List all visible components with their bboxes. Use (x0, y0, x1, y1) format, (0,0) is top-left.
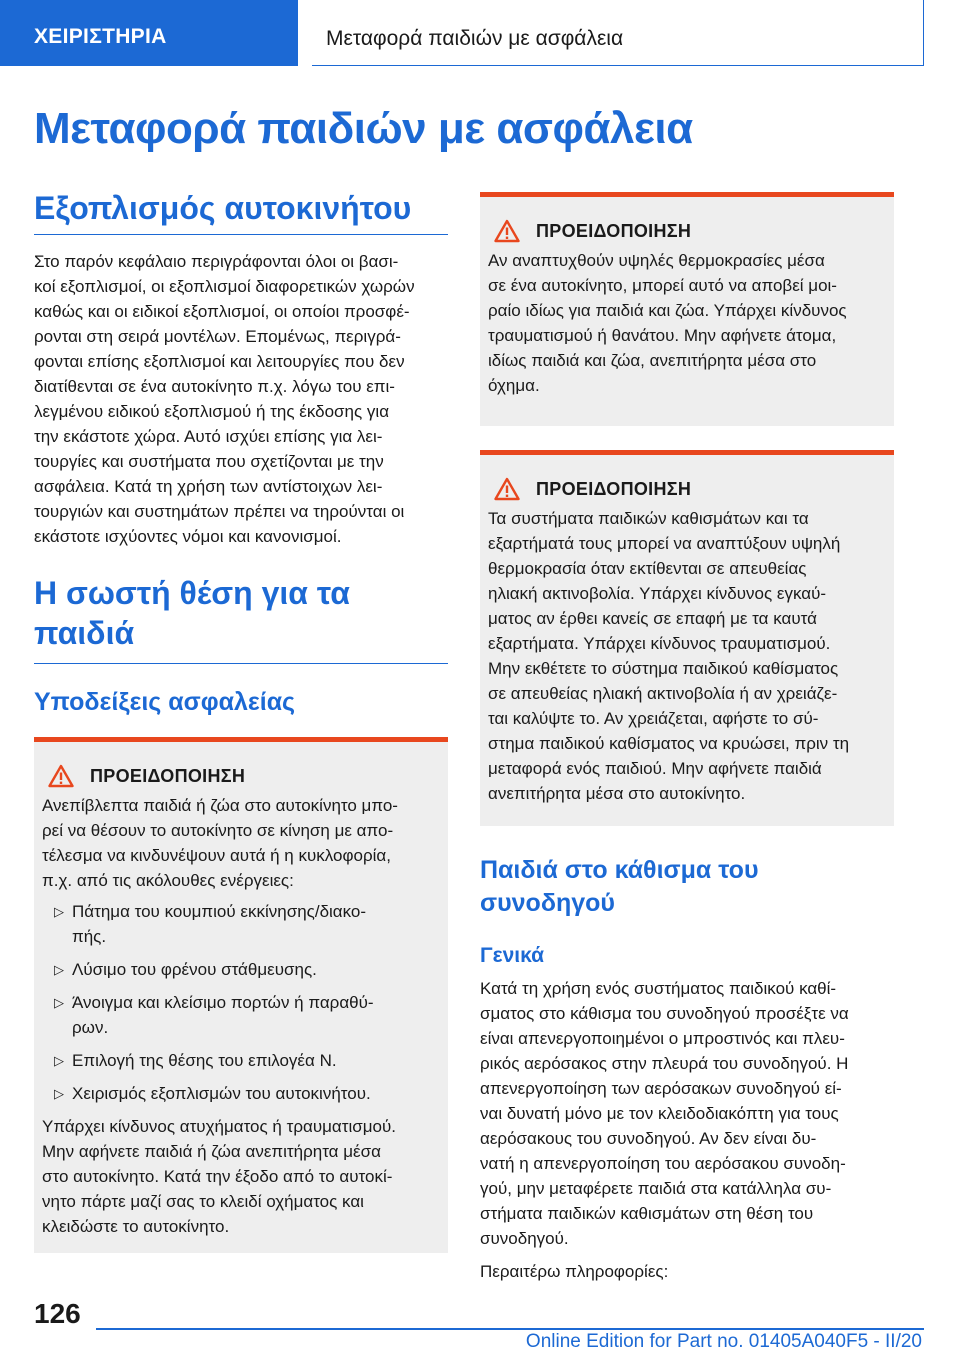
warning-text: Τα συστήματα παιδικών καθισμάτων και τα εξαρτήματά τους μπορεί να αναπτύξουν υψηλή θερμοκρασία όταν εκτίθενται σε απευθείας ηλιακή ακτινοβολία. Υπάρχει κίνδυνος εγκαύ‐ ματος αν έρθει κανείς σε επαφή με τα καυτά εξαρτήματα. Υπάρχει κίνδυνος τραυματισμού. Μην εκθέτετε το σύστημα παιδικού καθίσματος σε απευθείας ηλιακή ακτινοβολία ή αν χρειάζε‐ ται καλύψτε το. Αν χρειάζεται, αφήστε το σύ‐ στημα παιδικού καθίσματος να κρυώσει, πριν τη μεταφορά ενός παιδιού. Μην αφήνετε παιδιά ανεπιτήρητα μέσα στο αυτοκίνητο. (488, 509, 850, 803)
subheading-safety-notes: Υποδείξεις ασφαλείας (34, 688, 296, 716)
list-item-text: Άνοιγμα και κλείσιμο πορτών ή παραθύ‐ ρων. (72, 993, 374, 1037)
page-number: 126 (34, 1298, 81, 1329)
more-info-text: Περαιτέρω πληροφορίες: (480, 1262, 669, 1281)
warning-header (48, 764, 436, 788)
warning-triangle-icon (48, 764, 74, 788)
warning-action-list (42, 899, 436, 1106)
warning-header (494, 219, 882, 243)
page-title: Μεταφορά παιδιών με ασφάλεια (34, 104, 693, 153)
list-item (42, 1081, 436, 1106)
bullet-arrow-icon: ▷ (54, 1053, 64, 1068)
warning-box-hot-components (480, 450, 894, 826)
header-section-label: ΧΕΙΡΙΣΤΗΡΙΑ (0, 0, 298, 66)
footer-rule (96, 1328, 924, 1330)
bullet-arrow-icon: ▷ (54, 962, 64, 977)
warning-label: ΠΡΟΕΙΔΟΠΟΙΗΣΗ (536, 478, 692, 499)
left-column (34, 188, 448, 1253)
bullet-arrow-icon: ▷ (54, 995, 64, 1010)
right-column (480, 192, 894, 1284)
warning-header (494, 477, 882, 501)
subheading-general: Γενικά (480, 944, 545, 967)
warning-label: ΠΡΟΕΙΔΟΠΟΙΗΣΗ (536, 220, 692, 241)
warning-triangle-icon (494, 219, 520, 243)
section-heading-equipment: Εξοπλισμός αυτοκινήτου (34, 190, 412, 226)
list-item (42, 990, 436, 1040)
subheading-passenger-seat: Παιδιά στο κάθισμα του συνοδηγού (480, 856, 759, 917)
list-item (42, 899, 436, 949)
warning-triangle-icon (494, 477, 520, 501)
list-item-text: Επιλογή της θέσης του επιλογέα N. (72, 1051, 337, 1070)
section-heading-child-position: Η σωστή θέση για τα παιδιά (34, 575, 350, 651)
list-item (42, 957, 436, 982)
warning-label: ΠΡΟΕΙΔΟΠΟΙΗΣΗ (90, 765, 246, 786)
general-paragraph: Κατά τη χρήση ενός συστήματος παιδικού καθί‐ σματος στο κάθισμα του συνοδηγού προσέξτε να είναι απενεργοποιημένοι ο μπροστινός και πλευ‐ ρικός αερόσακος στην πλευρά του συνοδηγού. Η απενεργοποίηση των αερόσακων συνοδηγού εί‐ ναι δυνατή μόνο με τον κλειδοδιακόπτη για τους αερόσακους του συνοδηγού. Αν δεν είναι δυ‐ νατή η απενεργοποίηση του αερόσακου συνοδη‐ γού, μην μεταφέρετε παιδιά στα κατάλληλα συ‐ στήματα παιδικών καθισμάτων στη θέση του συνοδηγού. (480, 979, 849, 1248)
warning-box-heat (480, 192, 894, 426)
equipment-paragraph: Στο παρόν κεφάλαιο περιγράφονται όλοι οι βασι‐ κοί εξοπλισμοί, οι εξοπλισμοί διαφορετικών χωρών καθώς και οι ειδικοί εξοπλισμοί, οι οποίοι προσφέ‐ ρονται στη σειρά μοντέλων. Επομένως, περιγρά‐ φονται επίσης εξοπλισμοί και λειτουργίες που δεν διατίθενται σε ένα αυτοκίνητο π.χ. λόγω του επι‐ λεγμένου ειδικού εξοπλισμού ή της έκδοσης για την εκάστοτε χώρα. Αυτό ισχύει επίσης για λει‐ τουργίες και συστήματα που σχετίζονται με την ασφάλεια. Κατά τη χρήση των αντίστοιχων λει‐ τουργιών και συστημάτων πρέπει να τηρούνται οι εκάστοτε ισχύοντες νόμοι και κανονισμοί. (34, 252, 415, 546)
heading-rule (34, 234, 448, 235)
list-item-text: Λύσιμο του φρένου στάθμευσης. (72, 960, 317, 979)
header-topic-label: Μεταφορά παιδιών με ασφάλεια (312, 0, 924, 66)
list-item (42, 1048, 436, 1073)
warning-outro-text: Υπάρχει κίνδυνος ατυχήματος ή τραυματισμού. Μην αφήνετε παιδιά ή ζώα ανεπιτήρητα μέσα στο αυτοκίνητο. Κατά την έξοδο από το αυτοκί‐ νητο πάρτε μαζί σας το κλειδί οχήματος και κλειδώστε το αυτοκίνητο. (42, 1117, 396, 1236)
list-item-text: Χειρισμός εξοπλισμών του αυτοκινήτου. (72, 1084, 371, 1103)
bullet-arrow-icon: ▷ (54, 904, 64, 919)
warning-intro-text: Ανεπίβλεπτα παιδιά ή ζώα στο αυτοκίνητο μπο‐ ρεί να θέσουν το αυτοκίνητο σε κίνηση με απο‐ τέλεσμα να κινδυνέψουν αυτά ή η κυκλοφορία, π.χ. από τις ακόλουθες ενέργειες: (42, 796, 398, 890)
list-item-text: Πάτημα του κουμπιού εκκίνησης/διακο‐ πής. (72, 902, 367, 946)
warning-text: Αν αναπτυχθούν υψηλές θερμοκρασίες μέσα σε ένα αυτοκίνητο, μπορεί αυτό να αποβεί μοι‐ ραίο ιδίως για παιδιά και ζώα. Υπάρχει κίνδυνος τραυματισμού ή θανάτου. Μην αφήνετε άτομα, ιδίως παιδιά και ζώα, ανεπιτήρητα μέσα στο όχημα. (488, 251, 847, 395)
heading-rule (34, 663, 448, 664)
warning-box-unattended (34, 737, 448, 1253)
bullet-arrow-icon: ▷ (54, 1086, 64, 1101)
footer-edition-text: Online Edition for Part no. 01405A040F5 - II/20 (525, 1331, 922, 1352)
